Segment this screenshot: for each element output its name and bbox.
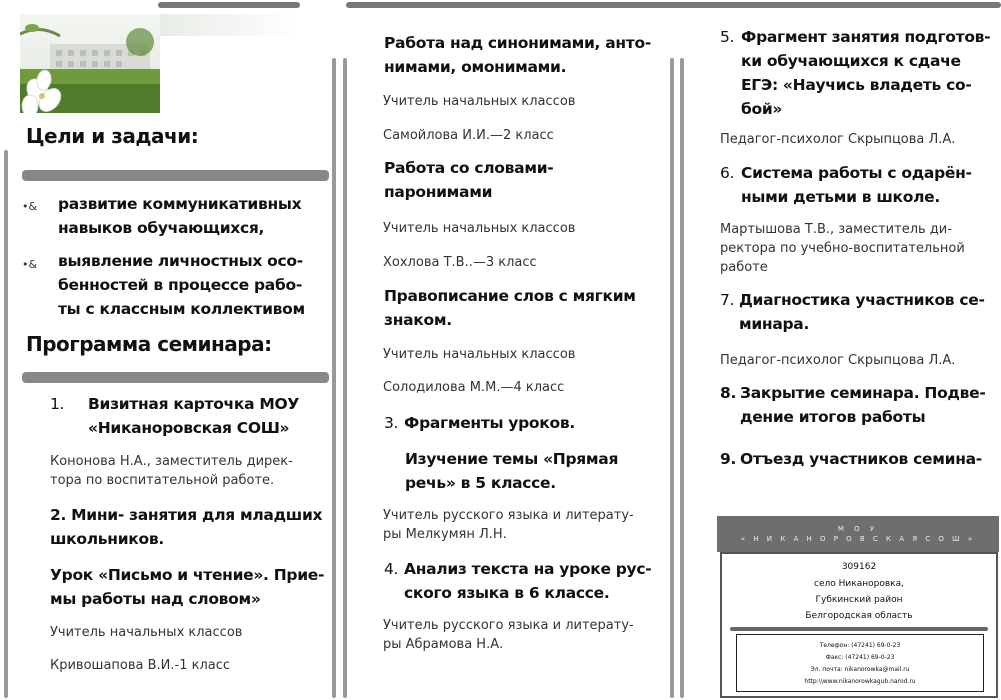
item3-title: Фрагменты уроков.: [404, 414, 575, 432]
item2-title: 2. Мини- занятия для младших школьников.: [50, 506, 323, 548]
stamp-line2: « Н И К А Н О Р О В С К А Я С О Ш »: [740, 535, 976, 543]
item7-author: Педагог-психолог Скрыпцова Л.А.: [720, 353, 956, 368]
contact-email: Эл. почта: nikanorowka@mail.ru: [810, 666, 910, 673]
item4-number: 4.: [384, 560, 399, 578]
address-divider: [730, 627, 988, 631]
top-rule-right: [346, 2, 1001, 8]
program-heading: Программа семинара:: [26, 332, 272, 356]
topic-synonyms-author: Самойлова И.И.—2 класс: [383, 128, 554, 143]
address-district: Губкинский район: [815, 595, 903, 605]
item3-author: Учитель русского языка и литерату- ры Мелкумян Л.Н.: [383, 508, 634, 542]
school-photo: [20, 14, 160, 113]
item6-title: Система работы с одарён- ными детьми в школе.: [741, 164, 972, 206]
bullet-icon: •&: [22, 200, 38, 213]
item2-subtitle: Урок «Письмо и чтение». Прие- мы работы над словом»: [50, 566, 325, 608]
item1-number: 1.: [50, 395, 65, 413]
item4-author: Учитель русского языка и литерату- ры Абрамова Н.А.: [383, 618, 634, 652]
item9-number: 9.: [720, 450, 737, 468]
item2-author: Кривошапова В.И.-1 класс: [50, 658, 231, 673]
item6-author: Мартышова Т.В., заместитель ди- ректора по учебно-воспитательной работе: [720, 222, 965, 275]
divider-col1-right: [332, 58, 336, 698]
topic-paronyms-teacher: Учитель начальных классов: [383, 221, 576, 236]
item5-number: 5.: [720, 28, 735, 46]
item1-title: Визитная карточка МОУ «Никаноровская СОШ»: [88, 395, 300, 437]
item3-number: 3.: [384, 414, 399, 432]
topic-soft-sign-teacher: Учитель начальных классов: [383, 347, 576, 362]
item7-title: Диагностика участников се- минара.: [739, 291, 985, 333]
item9-title: Отъезд участников семина-: [740, 450, 982, 468]
item5-title: Фрагмент занятия подготов- ки обучающихся к сдаче ЕГЭ: «Научись владеть со- бой»: [741, 28, 991, 118]
item3-subtitle: Изучение темы «Прямая речь» в 5 классе.: [405, 450, 619, 492]
item8-title: Закрытие семинара. Подве- дение итогов работы: [740, 384, 986, 426]
goals-heading: Цели и задачи:: [26, 124, 199, 148]
goal-item: выявление личностных осо- бенностей в процессе рабо- ты с классным коллективом: [58, 252, 305, 318]
divider-left-1: [4, 150, 8, 698]
divider-col3-left: [680, 58, 684, 698]
contact-fax: Факс: (47241) 69-0-23: [825, 654, 895, 661]
topic-synonyms: Работа над синонимами, анто- нимами, омонимами.: [384, 34, 651, 76]
item8-number: 8.: [720, 384, 737, 402]
top-rule-left: [158, 2, 300, 8]
address-region: Белгородская область: [805, 611, 913, 621]
photo-fade: [160, 14, 300, 36]
topic-paronyms-author: Хохлова Т.В..—3 класс: [383, 255, 537, 270]
topic-paronyms: Работа со словами- паронимами: [384, 159, 554, 201]
item2-teacher: Учитель начальных классов: [50, 625, 243, 640]
topic-soft-sign: Правописание слов с мягким знаком.: [384, 287, 636, 329]
contacts-box: [736, 634, 984, 692]
item7-number: 7.: [720, 291, 735, 309]
divider-col2-right: [670, 58, 674, 698]
goals-rule: [22, 170, 329, 181]
topic-synonyms-teacher: Учитель начальных классов: [383, 94, 576, 109]
address-village: село Никаноровка,: [814, 579, 904, 589]
school-address-card: [720, 552, 998, 698]
program-rule: [22, 372, 329, 383]
item4-title: Анализ текста на уроке рус- ского языка в 6 классе.: [404, 560, 652, 602]
divider-col2-left: [343, 58, 347, 698]
item1-author: Кононова Н.А., заместитель дирек- тора по воспитательной работе.: [50, 454, 293, 488]
bullet-icon: •&: [22, 258, 38, 271]
contact-phone: Телефон: (47241) 69-0-23: [819, 642, 901, 649]
address-postcode: 309162: [841, 562, 877, 572]
goal-item: развитие коммуникативных навыков обучающихся,: [58, 195, 302, 237]
topic-soft-sign-author: Солодилова М.М.—4 класс: [383, 380, 565, 395]
contact-website: http:\\www.nikanorowkagub.narod.ru: [804, 678, 916, 685]
school-stamp-header: [717, 516, 999, 552]
item5-author: Педагог-психолог Скрыпцова Л.А.: [720, 132, 956, 147]
item6-number: 6.: [720, 164, 735, 182]
stamp-line1: М О У: [837, 525, 879, 533]
